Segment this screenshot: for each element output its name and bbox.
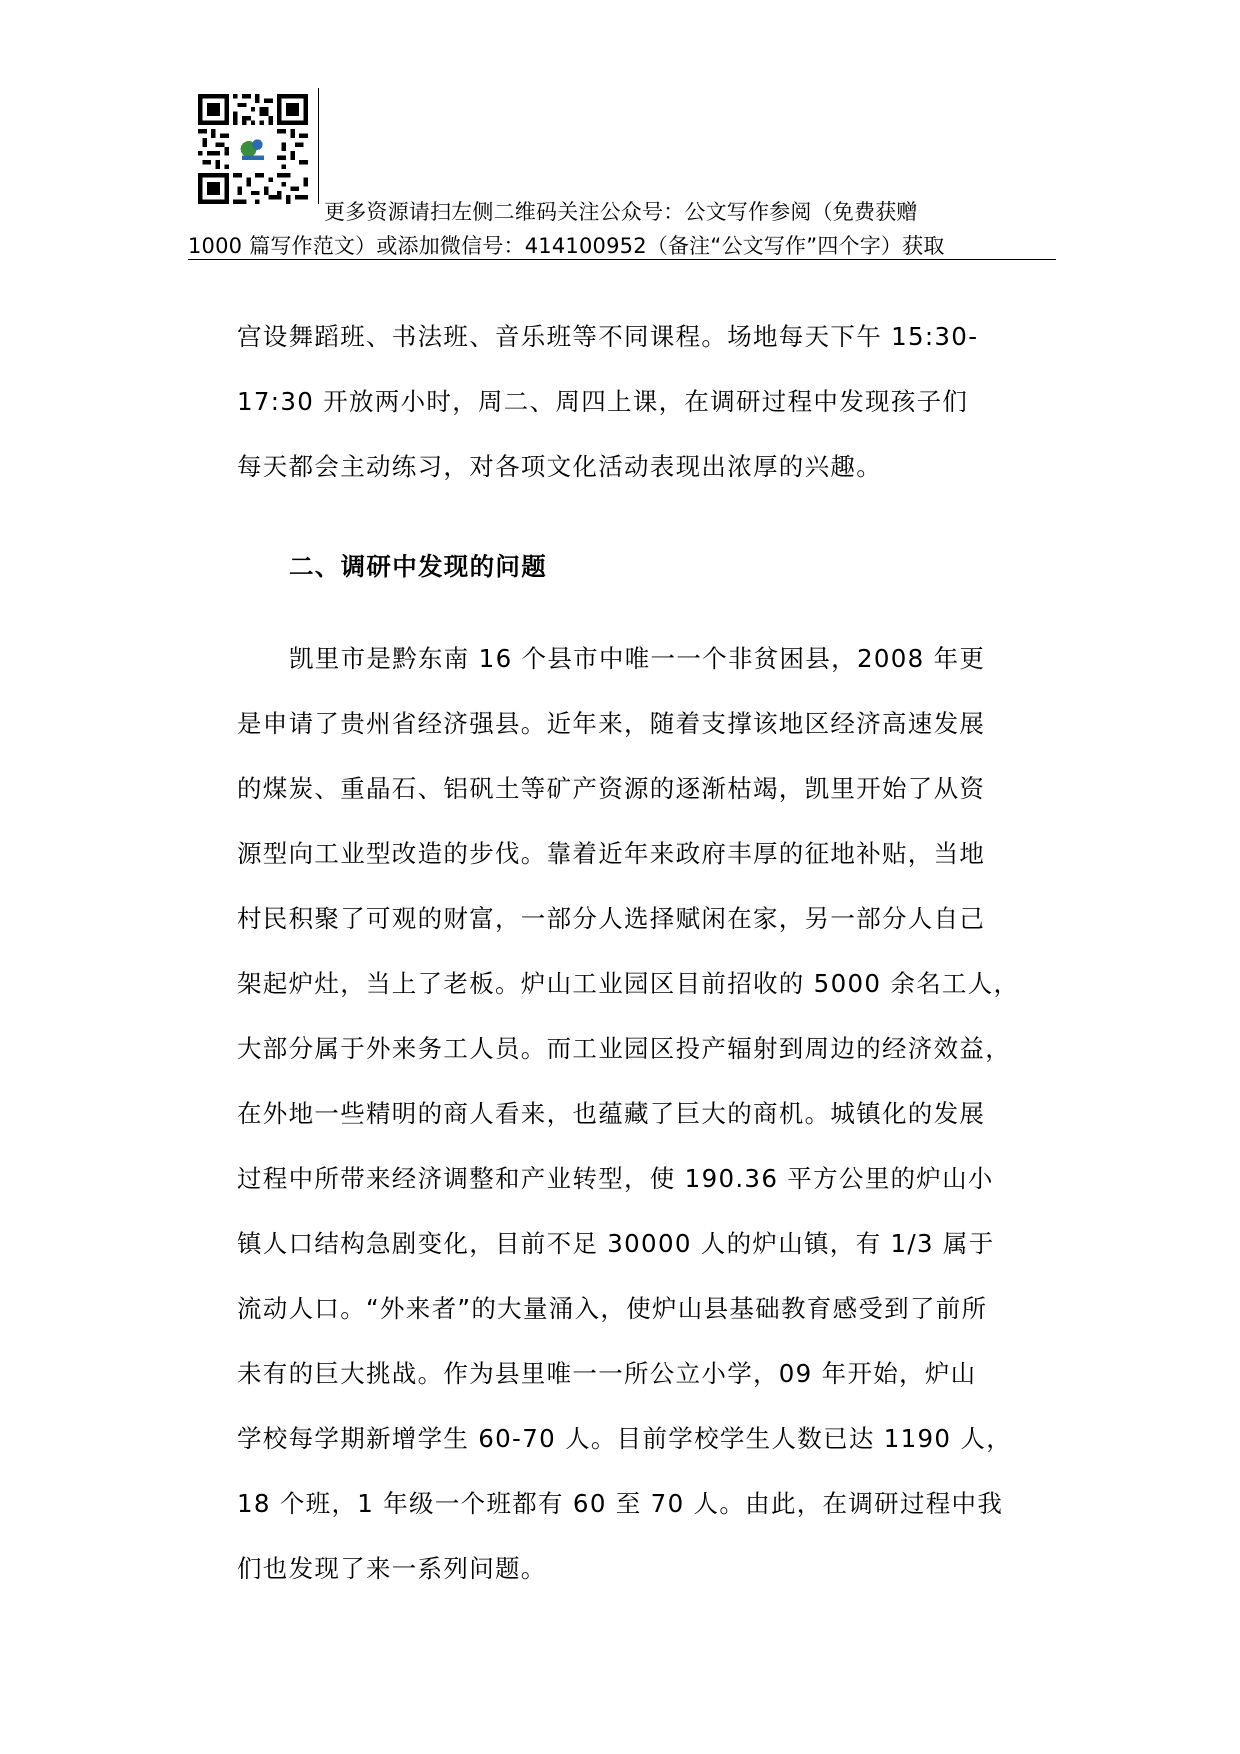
header-underline xyxy=(188,259,1056,260)
text-line: 流动人口。“外来者”的大量涌入，使炉山县基础教育感受到了前所 xyxy=(237,1294,988,1323)
text-line: 18 个班，1 年级一个班都有 60 至 70 人。由此，在调研过程中我 xyxy=(237,1489,1004,1518)
text-line: 村民积聚了可观的财富，一部分人选择赋闲在家，另一部分人自己 xyxy=(237,904,986,933)
document-header xyxy=(188,88,1056,260)
text-line: 镇人口结构急剧变化，目前不足 30000 人的炉山镇，有 1/3 属于 xyxy=(237,1229,995,1258)
text-line: 源型向工业型改造的步伐。靠着近年来政府丰厚的征地补贴，当地 xyxy=(237,839,986,868)
text-line: 过程中所带来经济调整和产业转型，使 190.36 平方公里的炉山小 xyxy=(237,1164,994,1193)
text-line: 的煤炭、重晶石、铝矾土等矿产资源的逐渐枯竭，凯里开始了从资 xyxy=(237,774,986,803)
text-line: 凯里市是黔东南 16 个县市中唯一一个非贫困县，2008 年更 xyxy=(289,644,986,673)
header-notice-line-2: 1000 篇写作范文）或添加微信号：414100952（备注“公文写作”四个字）获取 xyxy=(188,234,945,258)
text-line: 未有的巨大挑战。作为县里唯一一所公立小学，09 年开始，炉山 xyxy=(237,1359,977,1388)
header-notice-line-1: 更多资源请扫左侧二维码关注公众号：公文写作参阅（免费获赠 xyxy=(324,200,918,224)
text-line: 是申请了贵州省经济强县。近年来，随着支撑该地区经济高速发展 xyxy=(237,709,986,738)
text-line: 宫设舞蹈班、书法班、音乐班等不同课程。场地每天下午 15:30- xyxy=(237,322,979,351)
header-vertical-divider xyxy=(318,88,319,204)
section-heading: 二、调研中发现的问题 xyxy=(289,552,547,581)
text-line: 架起炉灶，当上了老板。炉山工业园区目前招收的 5000 余名工人， xyxy=(237,969,1020,998)
text-line: 17:30 开放两小时，周二、周四上课，在调研过程中发现孩子们 xyxy=(237,387,969,416)
text-line: 大部分属于外来务工人员。而工业园区投产辐射到周边的经济效益， xyxy=(237,1034,1011,1063)
qr-code-icon xyxy=(198,94,308,204)
text-line: 们也发现了来一系列问题。 xyxy=(237,1554,547,1583)
text-line: 在外地一些精明的商人看来，也蕴藏了巨大的商机。城镇化的发展 xyxy=(237,1099,986,1128)
text-line: 每天都会主动练习，对各项文化活动表现出浓厚的兴趣。 xyxy=(237,452,882,481)
text-line: 学校每学期新增学生 60-70 人。目前学校学生人数已达 1190 人， xyxy=(237,1424,1012,1453)
